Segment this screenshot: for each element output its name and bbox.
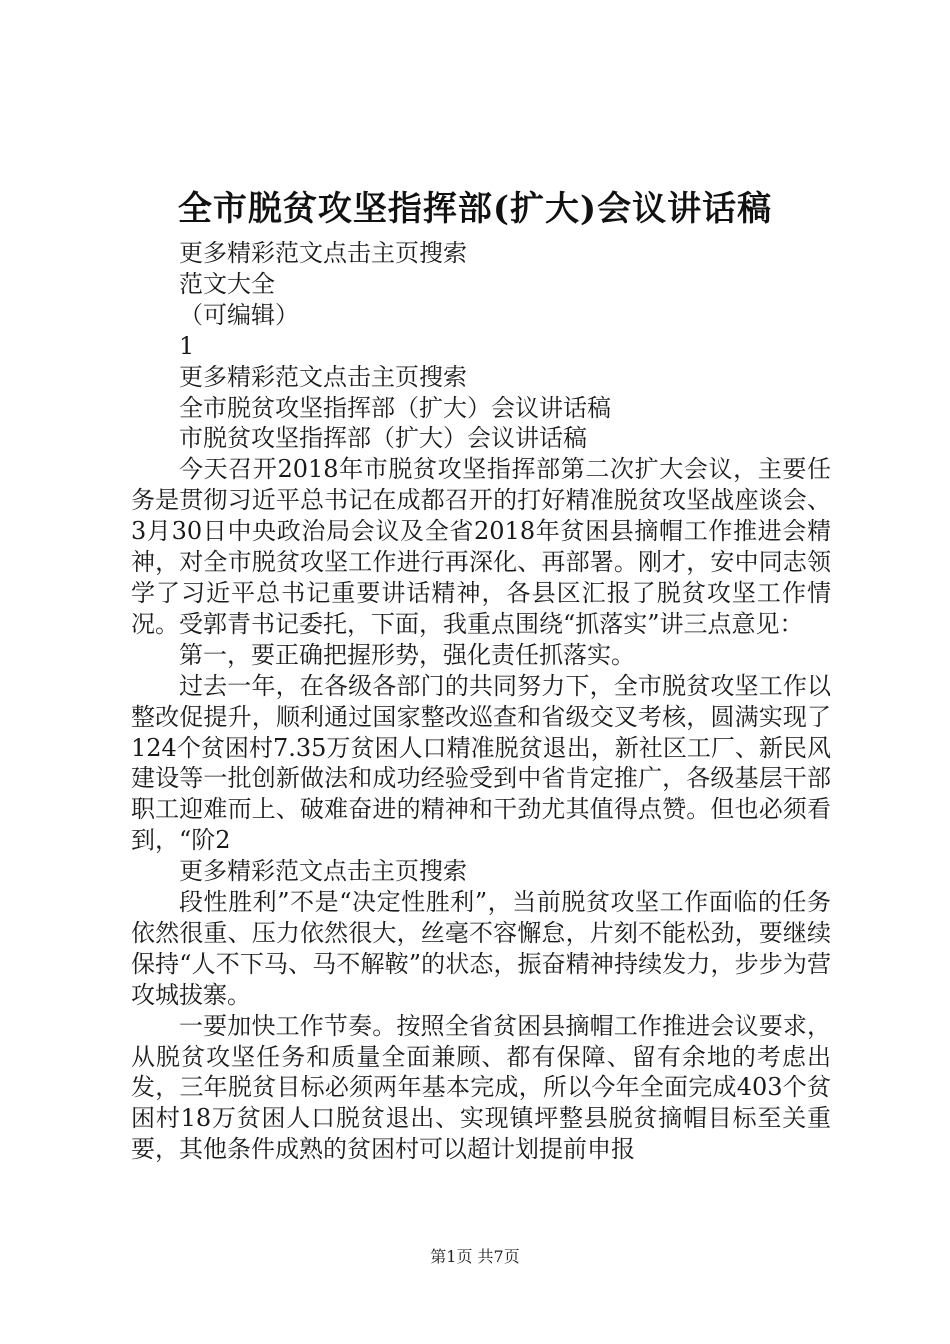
- document-title: 全市脱贫攻坚指挥部(扩大)会议讲话稿: [177, 189, 773, 229]
- paragraph: 今天召开2018年市脱贫攻坚指挥部第二次扩大会议，主要任务是贯彻习近平总书记在成都召开的打好精准脱贫攻坚战座谈会、3月30日中央政治局会议及全省2018年贫困县摘帽工作推进会精神，对全市脱贫攻坚工作进行再深化、再部署。刚才，安中同志领学了习近平总书记重要讲话精神，各县区汇报了脱贫攻坚工作情况。受郭青书记委托，下面，我重点围绕“抓落实”讲三点意见：: [131, 455, 831, 638]
- page-number-line: 1: [179, 331, 195, 360]
- text-line: 更多精彩范文点击主页搜索: [179, 362, 467, 391]
- paragraph: 一要加快工作节奏。按照全省贫困县摘帽工作推进会议要求，从脱贫攻坚任务和质量全面兼顾、都有保障、留有余地的考虑出发，三年脱贫目标必须两年基本完成，所以今年全面完成403个贫困村18万贫困人口脱贫退出、实现镇坪整县脱贫摘帽目标至关重要，其他条件成熟的贫困村可以超计划提前申报: [131, 1011, 831, 1164]
- text-line: （可编辑）: [179, 300, 299, 329]
- text-line: 市脱贫攻坚指挥部（扩大）会议讲话稿: [179, 424, 587, 453]
- page-footer: 第1页 共7页: [430, 1247, 520, 1266]
- paragraph: 过去一年，在各级各部门的共同努力下，全市脱贫攻坚工作以整改促提升，顺利通过国家整改巡查和省级交叉考核，圆满实现了124个贫困村7.35万贫困人口精准脱贫退出，新社区工厂、新民风建设等一批创新做法和成功经验受到中省肯定推广，各级基层干部职工迎难而上、破难奋进的精神和干劲尤其值得点赞。但也必须看到，“阶2: [131, 671, 831, 855]
- text-line: 全市脱贫攻坚指挥部（扩大）会议讲话稿: [179, 393, 611, 422]
- paragraph: 段性胜利”不是“决定性胜利”，当前脱贫攻坚工作面临的任务依然很重、压力依然很大，丝毫不容懈怠，片刻不能松劲，要继续保持“人不下马、马不解鞍”的状态，振奋精神持续发力，步步为营攻城拔寨。: [131, 888, 831, 1009]
- text-line: 更多精彩范文点击主页搜索: [179, 239, 467, 267]
- section-heading: 第一，要正确把握形势，强化责任抓落实。: [179, 640, 635, 669]
- document-body: [131, 238, 831, 1165]
- text-line: 范文大全: [179, 269, 275, 298]
- text-line: 更多精彩范文点击主页搜索: [179, 857, 467, 886]
